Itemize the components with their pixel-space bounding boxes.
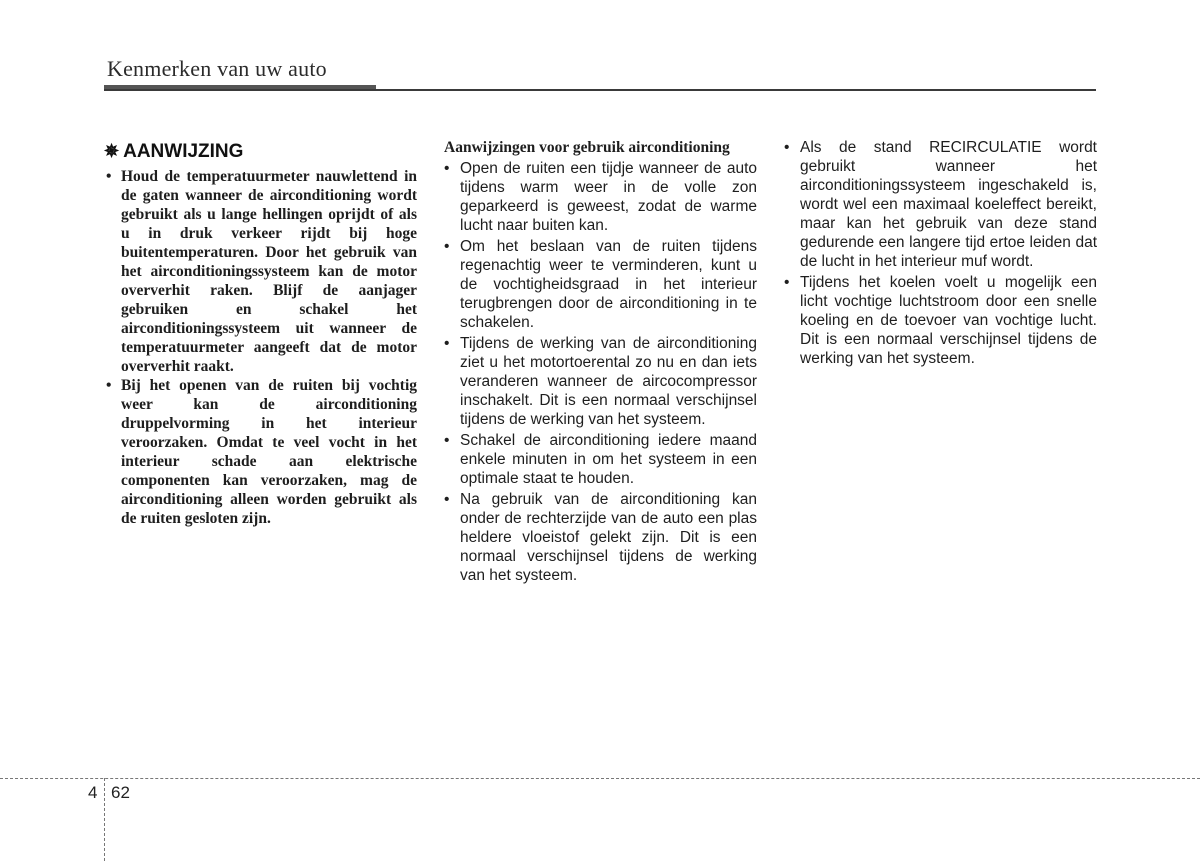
bullet-icon: • [784, 274, 790, 291]
bullet-icon: • [444, 160, 450, 177]
notice-heading-text: AANWIJZING [123, 141, 244, 162]
list-item: • Na gebruik van de airconditioning kan onder de rechterzijde van de auto een plas heldere vloeistof gelekt zijn. Dit is een normaal verschijnsel tijdens de werking van het systeem. [444, 491, 757, 584]
tips-continued-column [784, 138, 1097, 370]
list-item: • Bij het openen van de ruiten bij vochtig weer kan de airconditioning druppelvorming in het interieur veroorzaken. Omdat te veel vocht in het interieur schade aan elektrische componenten kan veroorzaken, mag de airconditioning alleen worden gebruikt als de ruiten gesloten zijn. [106, 377, 417, 527]
chapter-number: 4 [88, 783, 98, 802]
list-item: • Om het beslaan van de ruiten tijdens regenachtig weer te verminderen, kunt u de vochtigheidsgraad in het interieur terugbrengen door de airconditioning in te schakelen. [444, 238, 757, 331]
list-item: • Tijdens de werking van de airconditioning ziet u het motortoerental zo nu en dan iets veranderen wanneer de aircocompressor inschakelt. Dit is een normaal verschijnsel tijdens de werking van het systeem. [444, 335, 757, 428]
notice-heading [104, 138, 417, 165]
tips-list [444, 159, 757, 585]
bullet-icon: • [444, 335, 450, 352]
footer-dashed-rule [0, 778, 1200, 779]
bullet-icon: • [106, 168, 112, 185]
bullet-icon: • [444, 491, 450, 508]
bullet-icon: • [444, 432, 450, 449]
list-item: • Houd de temperatuurmeter nauwlettend in de gaten wanneer de airconditioning wordt gebruikt als u lange hellingen oprijdt of als u in druk verkeer rijdt bij hoge buitentemperaturen. Door het gebruik van het airconditioningssysteem kan de motor oververhit raken. Blijf de aanjager gebruiken en schakel het airconditioningssysteem uit wanneer de temperatuurmeter aangeeft dat de motor oververhit raakt. [106, 168, 417, 375]
bullet-icon: • [106, 377, 112, 394]
list-item: • Als de stand RECIRCULATIE wordt gebruikt wanneer het airconditioningssysteem ingeschakeld is, wordt wel een maximaal koeleffect bereikt, maar kan het gebruik van deze stand gedurende een langere tijd ertoe leiden dat de lucht in het interieur muf wordt. [784, 139, 1097, 270]
tips-continued-list [784, 138, 1097, 368]
header-rule [104, 89, 1096, 91]
footer-vertical-rule [104, 778, 105, 861]
bullet-icon: • [784, 139, 790, 156]
tips-column [444, 138, 757, 587]
notice-list [104, 167, 417, 528]
asterisk-icon: ✵ [104, 141, 120, 161]
tips-heading: Aanwijzingen voor gebruik airconditioning [444, 139, 730, 156]
list-item: • Tijdens het koelen voelt u mogelijk een licht vochtige luchtstroom door een snelle koeling en de toevoer van vochtige lucht. Dit is een normaal verschijnsel tijdens de werking van het systeem. [784, 274, 1097, 367]
list-item: • Open de ruiten een tijdje wanneer de auto tijdens warm weer in de volle zon geparkeerd is geweest, zodat de warme lucht naar buiten kan. [444, 160, 757, 234]
page-number: 62 [111, 783, 130, 802]
notice-column [104, 138, 417, 528]
bullet-icon: • [444, 238, 450, 255]
list-item: • Schakel de airconditioning iedere maand enkele minuten in om het systeem in een optimale staat te houden. [444, 432, 757, 487]
page-header-title: Kenmerken van uw auto [107, 56, 327, 81]
